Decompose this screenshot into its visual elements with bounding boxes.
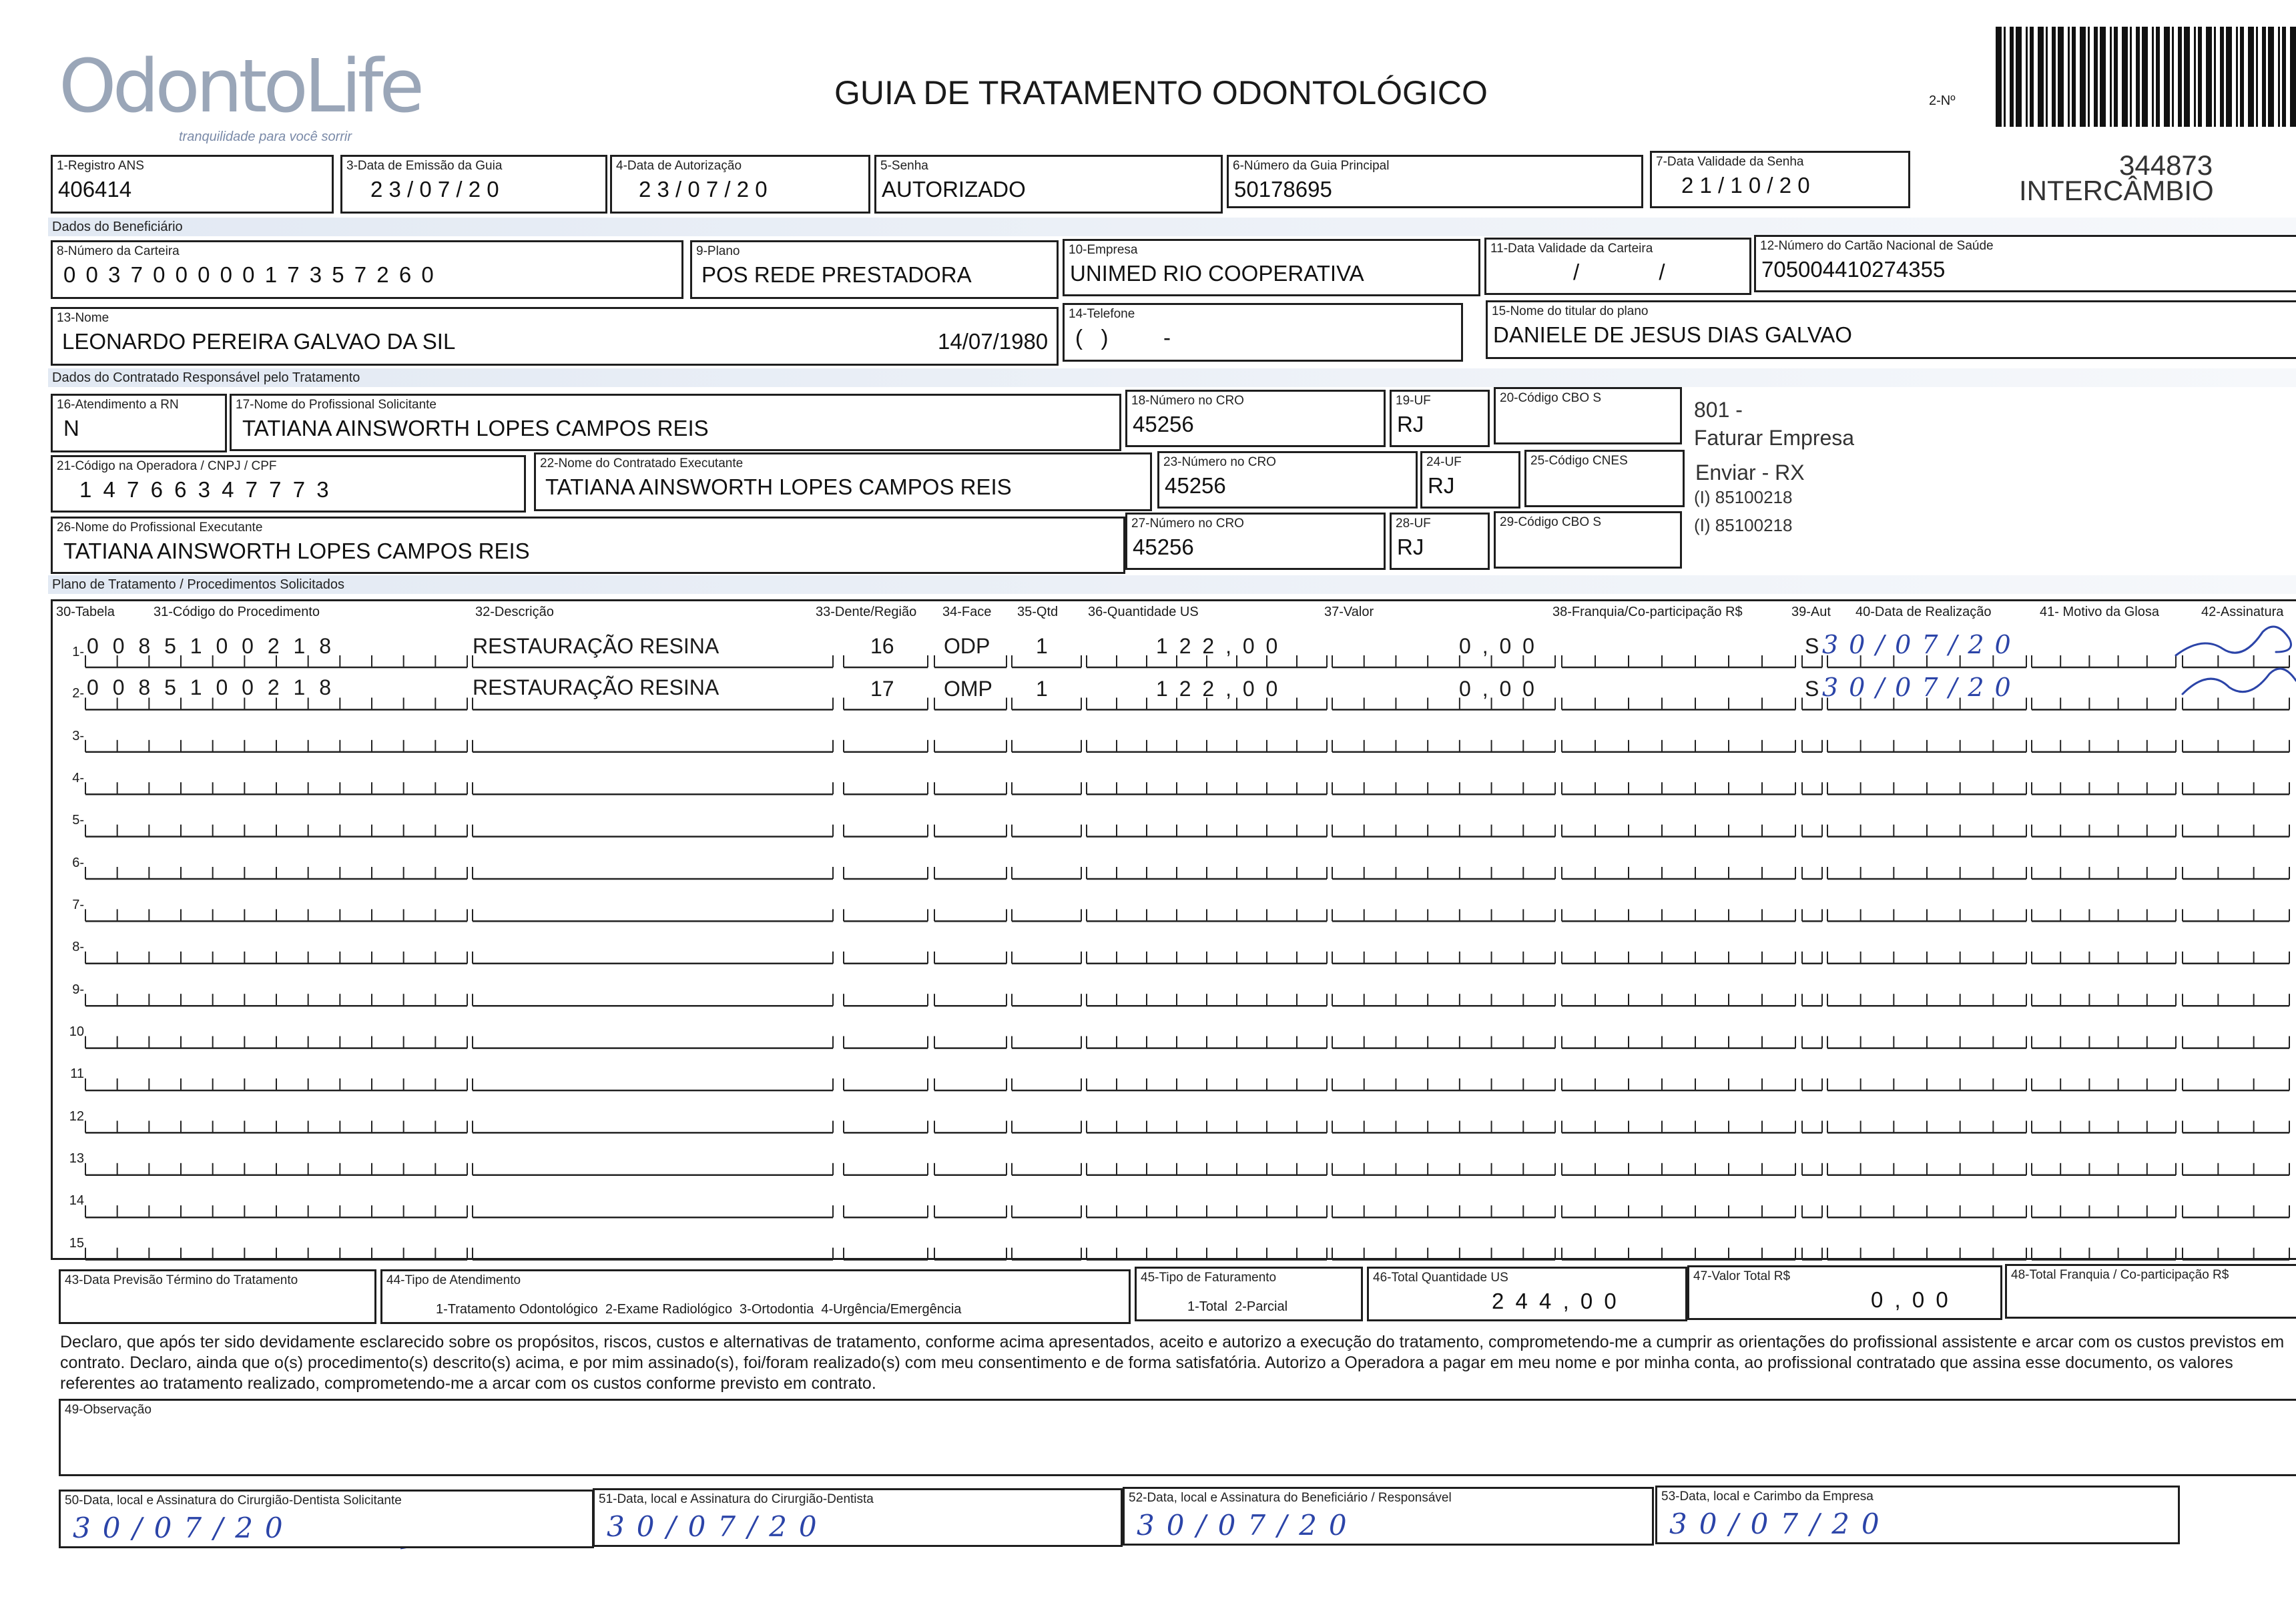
col-header-aut: 39-Aut — [1791, 605, 1831, 619]
realization-date: 30/07/20 — [1822, 673, 2022, 702]
field-contratado-executante[interactable] — [534, 452, 1152, 511]
field-uf-24[interactable] — [1420, 451, 1520, 509]
field-total-quantidade-us[interactable] — [1367, 1267, 1687, 1321]
options: 1-Tratamento Odontológico 2-Exame Radiológico 3-Ortodontia 4-Urgência/Emergência — [436, 1302, 962, 1317]
col-header-dente: 33-Dente/Região — [816, 605, 917, 619]
field-tipo-faturamento[interactable] — [1135, 1267, 1363, 1321]
label: 12-Número do Cartão Nacional de Saúde — [1760, 239, 1994, 253]
field-registro-ans[interactable] — [51, 155, 334, 214]
barcode-bar — [2226, 27, 2232, 127]
barcode-bar — [2122, 27, 2128, 127]
label: 7-Data Validade da Senha — [1656, 155, 1804, 169]
barcode-bar — [2080, 27, 2086, 127]
tooth-region: 16 — [870, 634, 894, 658]
guide-number-label: 2-Nº — [1929, 93, 1956, 108]
barcode-bar — [2198, 27, 2202, 127]
barcode-bar — [2100, 27, 2106, 127]
field-cnes-25[interactable] — [1524, 450, 1685, 507]
label: 11-Data Validade da Carteira — [1490, 242, 1653, 256]
field-uf-28[interactable] — [1390, 513, 1490, 570]
signature-date: 30/07/20 — [1669, 1508, 1892, 1540]
barcode-bar — [2038, 27, 2044, 127]
value: 45256 — [1133, 535, 1194, 559]
side-note-4: (I) 85100218 — [1694, 487, 1793, 507]
value: 45256 — [1133, 412, 1194, 436]
value: 406414 — [58, 177, 132, 202]
barcode-bar — [2240, 27, 2244, 127]
realization-date: 30/07/20 — [1822, 630, 2022, 659]
field-validade-senha[interactable] — [1650, 151, 1910, 208]
options: 1-Total 2-Parcial — [1187, 1299, 1288, 1314]
col-header-descricao: 32-Descrição — [475, 605, 554, 619]
field-total-franquia[interactable] — [2005, 1264, 2296, 1319]
field-observacao[interactable] — [59, 1399, 2296, 1476]
value: RJ — [1397, 535, 1424, 559]
barcode-bar — [2220, 27, 2224, 127]
quantity-us: 1 2 2 , 0 0 — [1156, 677, 1281, 701]
label: 51-Data, local e Assinatura do Cirurgião-Dentista — [599, 1492, 874, 1506]
value: RJ — [1428, 473, 1455, 498]
tooth-region: 17 — [870, 677, 894, 701]
col-header-qtd: 35-Qtd — [1017, 605, 1059, 619]
field-cbo-29[interactable] — [1494, 511, 1682, 569]
label: 52-Data, local e Assinatura do Beneficiário / Responsável — [1129, 1491, 1452, 1505]
label: 48-Total Franquia / Co-participação R$ — [2011, 1268, 2229, 1282]
logo-tagline: tranquilidade para você sorrir — [179, 129, 352, 144]
value: 2 3 / 0 7 / 2 0 — [370, 177, 499, 202]
value: 2 4 4 , 0 0 — [1492, 1289, 1619, 1313]
value: 0 0 3 7 0 0 0 0 0 1 7 3 5 7 2 6 0 — [63, 262, 436, 287]
field-guia-principal[interactable] — [1227, 155, 1643, 208]
procedure-code: 0 0 8 5 1 0 0 2 1 8 — [87, 634, 335, 658]
signature-box-51[interactable] — [593, 1488, 1123, 1547]
label: 44-Tipo de Atendimento — [386, 1273, 521, 1287]
barcode-bar — [2248, 27, 2254, 127]
col-header-assinatura: 42-Assinatura — [2201, 605, 2284, 619]
barcode-bar — [2164, 27, 2170, 127]
field-codigo-operadora[interactable] — [51, 455, 526, 513]
quantity-us: 1 2 2 , 0 0 — [1156, 634, 1281, 658]
barcode-bar — [2178, 27, 2182, 127]
field-data-emissao[interactable] — [340, 155, 607, 214]
label: 27-Número no CRO — [1131, 517, 1244, 531]
barcode-bar — [2290, 27, 2296, 127]
col-header-face: 34-Face — [942, 605, 992, 619]
side-note-5: (I) 85100218 — [1694, 515, 1793, 535]
page-title: GUIA DE TRATAMENTO ODONTOLÓGICO — [834, 74, 1488, 111]
row-number: 3- — [72, 729, 84, 743]
signature-box-52[interactable] — [1123, 1487, 1654, 1546]
field-senha[interactable] — [874, 155, 1223, 214]
section-beneficiario: Dados do Beneficiário — [48, 218, 2296, 236]
barcode-bar — [2278, 27, 2280, 127]
barcode-bar — [2214, 27, 2216, 127]
row-number: 12 — [69, 1109, 84, 1124]
label: 28-UF — [1396, 517, 1431, 531]
field-valor-total[interactable] — [1687, 1265, 2002, 1320]
side-note-2: Faturar Empresa — [1694, 426, 1855, 450]
stamp-intercambio: INTERCÂMBIO — [2019, 175, 2214, 206]
field-tipo-atendimento[interactable] — [380, 1269, 1131, 1324]
barcode — [1996, 27, 2296, 132]
birth-date: 14/07/1980 — [938, 329, 1049, 354]
barcode-bar — [2010, 27, 2014, 127]
label: 45-Tipo de Faturamento — [1141, 1271, 1277, 1285]
barcode-bar — [2110, 27, 2112, 127]
label: 26-Nome do Profissional Executante — [57, 521, 263, 535]
label: 8-Número da Carteira — [57, 244, 180, 258]
label: 47-Valor Total R$ — [1693, 1269, 1791, 1283]
barcode-bar — [2046, 27, 2048, 127]
procedure-code: 0 0 8 5 1 0 0 2 1 8 — [87, 675, 335, 699]
label: 6-Número da Guia Principal — [1233, 159, 1390, 173]
field-cbo-20[interactable] — [1494, 387, 1682, 444]
label: 1-Registro ANS — [57, 159, 144, 173]
label: 17-Nome do Profissional Solicitante — [236, 398, 437, 412]
row-number: 11 — [70, 1066, 84, 1081]
barcode-bar — [2236, 27, 2238, 127]
barcode-bar — [2016, 27, 2022, 127]
signature-date: 30/07/20 — [607, 1510, 829, 1543]
signature-date: 30/07/20 — [1137, 1509, 1359, 1542]
value: 45256 — [1165, 473, 1226, 498]
label: 23-Número no CRO — [1163, 455, 1276, 469]
row-number: 10 — [69, 1024, 84, 1039]
barcode-bar — [1996, 27, 2002, 127]
label: 21-Código na Operadora / CNPJ / CPF — [57, 459, 277, 473]
value: 705004410274355 — [1761, 257, 1946, 282]
col-header-franquia: 38-Franquia/Co-participação R$ — [1552, 605, 1743, 619]
barcode-bar — [2058, 27, 2064, 127]
barcode-bar — [2256, 27, 2258, 127]
barcode-bars — [1996, 27, 2296, 132]
label: 25-Código CNES — [1530, 454, 1628, 468]
section-plano-tratamento: Plano de Tratamento / Procedimentos Solicitados — [48, 575, 2296, 594]
barcode-bar — [2072, 27, 2076, 127]
field-validade-carteira[interactable] — [1484, 238, 1751, 295]
label: 4-Data de Autorização — [616, 159, 742, 173]
franchise: 0 , 0 0 — [1459, 677, 1537, 701]
field-data-autorizacao[interactable] — [610, 155, 870, 214]
barcode-bar — [2172, 27, 2174, 127]
row-number: 8- — [72, 940, 84, 954]
side-note-3: Enviar - RX — [1695, 460, 1805, 484]
value: / / — [1573, 260, 1665, 284]
label: 9-Plano — [696, 244, 740, 258]
barcode-bar — [2194, 27, 2196, 127]
logo — [59, 43, 421, 149]
quantity: 1 — [1036, 634, 1048, 658]
label: 22-Nome do Contratado Executante — [540, 456, 744, 470]
barcode-bar — [2052, 27, 2056, 127]
field-cro-18[interactable] — [1125, 390, 1386, 447]
signature-date: 30/07/20 — [73, 1512, 295, 1544]
authorization: S — [1805, 634, 1819, 658]
barcode-bar — [2184, 27, 2190, 127]
row-number: 5- — [72, 813, 84, 828]
label: 49-Observação — [65, 1403, 152, 1417]
label: 43-Data Previsão Término do Tratamento — [65, 1273, 298, 1287]
field-numero-carteira[interactable] — [51, 240, 683, 299]
row-number: 14 — [69, 1193, 84, 1208]
field-cartao-nacional-saude[interactable] — [1754, 235, 2296, 292]
label: 19-UF — [1396, 394, 1431, 408]
field-empresa[interactable] — [1063, 239, 1480, 296]
value: RJ — [1397, 412, 1424, 436]
tooth-face: ODP — [944, 634, 990, 658]
value: TATIANA AINSWORTH LOPES CAMPOS REIS — [545, 474, 1012, 499]
barcode-bar — [2262, 27, 2266, 127]
field-atendimento-rn[interactable] — [51, 394, 227, 452]
value: N — [63, 416, 79, 440]
barcode-bar — [2130, 27, 2132, 127]
logo-wordmark: OdontoLife — [59, 43, 421, 129]
label: 18-Número no CRO — [1131, 394, 1244, 408]
barcode-bar — [2142, 27, 2148, 127]
col-header-qtd-us: 36-Quantidade US — [1088, 605, 1199, 619]
label: 16-Atendimento a RN — [57, 398, 179, 412]
label: 24-UF — [1426, 455, 1462, 469]
row-number: 9- — [72, 982, 84, 997]
field-profissional-solicitante[interactable] — [230, 394, 1121, 451]
side-note-1: 801 - — [1694, 398, 1743, 422]
row-number: 13 — [69, 1151, 84, 1166]
barcode-bar — [2136, 27, 2140, 127]
value: DANIELE DE JESUS DIAS GALVAO — [1493, 322, 1852, 347]
label: 50-Data, local e Assinatura do Cirurgião-Dentista Solicitante — [65, 1494, 402, 1508]
label: 14-Telefone — [1069, 307, 1135, 321]
row-number: 15 — [69, 1236, 84, 1251]
value: 50178695 — [1234, 177, 1332, 202]
label: 10-Empresa — [1069, 243, 1138, 257]
authorization: S — [1805, 677, 1819, 701]
col-header-tabela: 30-Tabela — [56, 605, 115, 619]
field-cro-27[interactable] — [1125, 513, 1386, 570]
label: 29-Código CBO S — [1500, 515, 1602, 529]
barcode-bar — [2156, 27, 2160, 127]
value: 0 , 0 0 — [1871, 1287, 1951, 1312]
value: 1 4 7 6 6 3 4 7 7 7 3 — [79, 477, 332, 502]
col-header-codigo: 31-Código do Procedimento — [154, 605, 320, 619]
value: 2 3 / 0 7 / 2 0 — [639, 177, 768, 202]
row-number: 4- — [72, 771, 84, 785]
barcode-bar — [2206, 27, 2212, 127]
barcode-bar — [2114, 27, 2118, 127]
declaration-text: Declaro, que após ter sido devidamente esclarecido sobre os propósitos, riscos, custos e alternativas de tratamento, conforme acima apresentados, aceito e autorizo a execução do tratamento, comprometendo-me a cumprir as orientações do profissional assistente e arcar com os custos previstos em contrato. Declaro, ainda que o(s) procedimento(s) descrito(s) acima, e por mim assinado(s), foi/foram realizado(s) com meu consentimento e de forma satisfatória. Autorizo a Operadora a pagar em meu nome e por minha conta, ao profissional contratado que assina esse documento, os valores referentes ao tratamento realizado, comprometendo-me a arcar com os custos conforme previsto em contrato. — [60, 1333, 2285, 1393]
label: 15-Nome do titular do plano — [1492, 304, 1649, 318]
value: POS REDE PRESTADORA — [701, 262, 972, 287]
col-header-data-realizacao: 40-Data de Realização — [1855, 605, 1992, 619]
barcode-bar — [2026, 27, 2028, 127]
barcode-bar — [2094, 27, 2098, 127]
label: 53-Data, local e Carimbo da Empresa — [1661, 1490, 1874, 1504]
quantity: 1 — [1036, 677, 1048, 701]
barcode-bar — [2030, 27, 2034, 127]
row-number: 6- — [72, 856, 84, 870]
value: UNIMED RIO COOPERATIVA — [1070, 261, 1364, 286]
field-previsao-termino[interactable] — [59, 1269, 376, 1324]
section-contratado: Dados do Contratado Responsável pelo Tratamento — [48, 368, 2296, 387]
barcode-bar — [2004, 27, 2006, 127]
field-plano[interactable] — [690, 240, 1059, 299]
col-header-valor: 37-Valor — [1324, 605, 1374, 619]
value: TATIANA AINSWORTH LOPES CAMPOS REIS — [242, 416, 709, 440]
signature-box-53[interactable] — [1655, 1486, 2180, 1544]
franchise: 0 , 0 0 — [1459, 634, 1537, 658]
tooth-face: OMP — [944, 677, 992, 701]
value: AUTORIZADO — [882, 177, 1026, 202]
row-number: 2- — [72, 686, 84, 701]
label: 13-Nome — [57, 311, 109, 325]
barcode-bar — [2282, 27, 2286, 127]
label: 46-Total Quantidade US — [1373, 1271, 1508, 1285]
row-number: 7- — [72, 898, 84, 912]
value: ( ) - — [1075, 325, 1171, 350]
label: 3-Data de Emissão da Guia — [346, 159, 503, 173]
stamp-number: 344873 — [2119, 149, 2213, 181]
barcode-bar — [2268, 27, 2274, 127]
barcode-bar — [2088, 27, 2090, 127]
col-header-motivo-glosa: 41- Motivo da Glosa — [2040, 605, 2159, 619]
field-uf-19[interactable] — [1390, 390, 1490, 447]
procedure-description: RESTAURAÇÃO RESINA — [473, 675, 720, 699]
field-titular-plano[interactable] — [1486, 300, 2296, 359]
signature-box-50[interactable] — [59, 1490, 594, 1548]
barcode-bar — [2152, 27, 2154, 127]
value: 2 1 / 1 0 / 2 0 — [1681, 173, 1810, 198]
label: 5-Senha — [880, 159, 928, 173]
barcode-bar — [2068, 27, 2070, 127]
label: 20-Código CBO S — [1500, 391, 1602, 405]
field-cro-23[interactable] — [1157, 451, 1418, 509]
field-telefone[interactable] — [1063, 303, 1463, 362]
field-nome-beneficiario[interactable] — [51, 307, 1059, 366]
value: TATIANA AINSWORTH LOPES CAMPOS REIS — [63, 539, 530, 563]
procedure-description: RESTAURAÇÃO RESINA — [473, 634, 720, 658]
row-number: 1- — [72, 645, 84, 659]
value: LEONARDO PEREIRA GALVAO DA SIL — [62, 329, 456, 354]
field-profissional-executante[interactable] — [51, 517, 1125, 574]
